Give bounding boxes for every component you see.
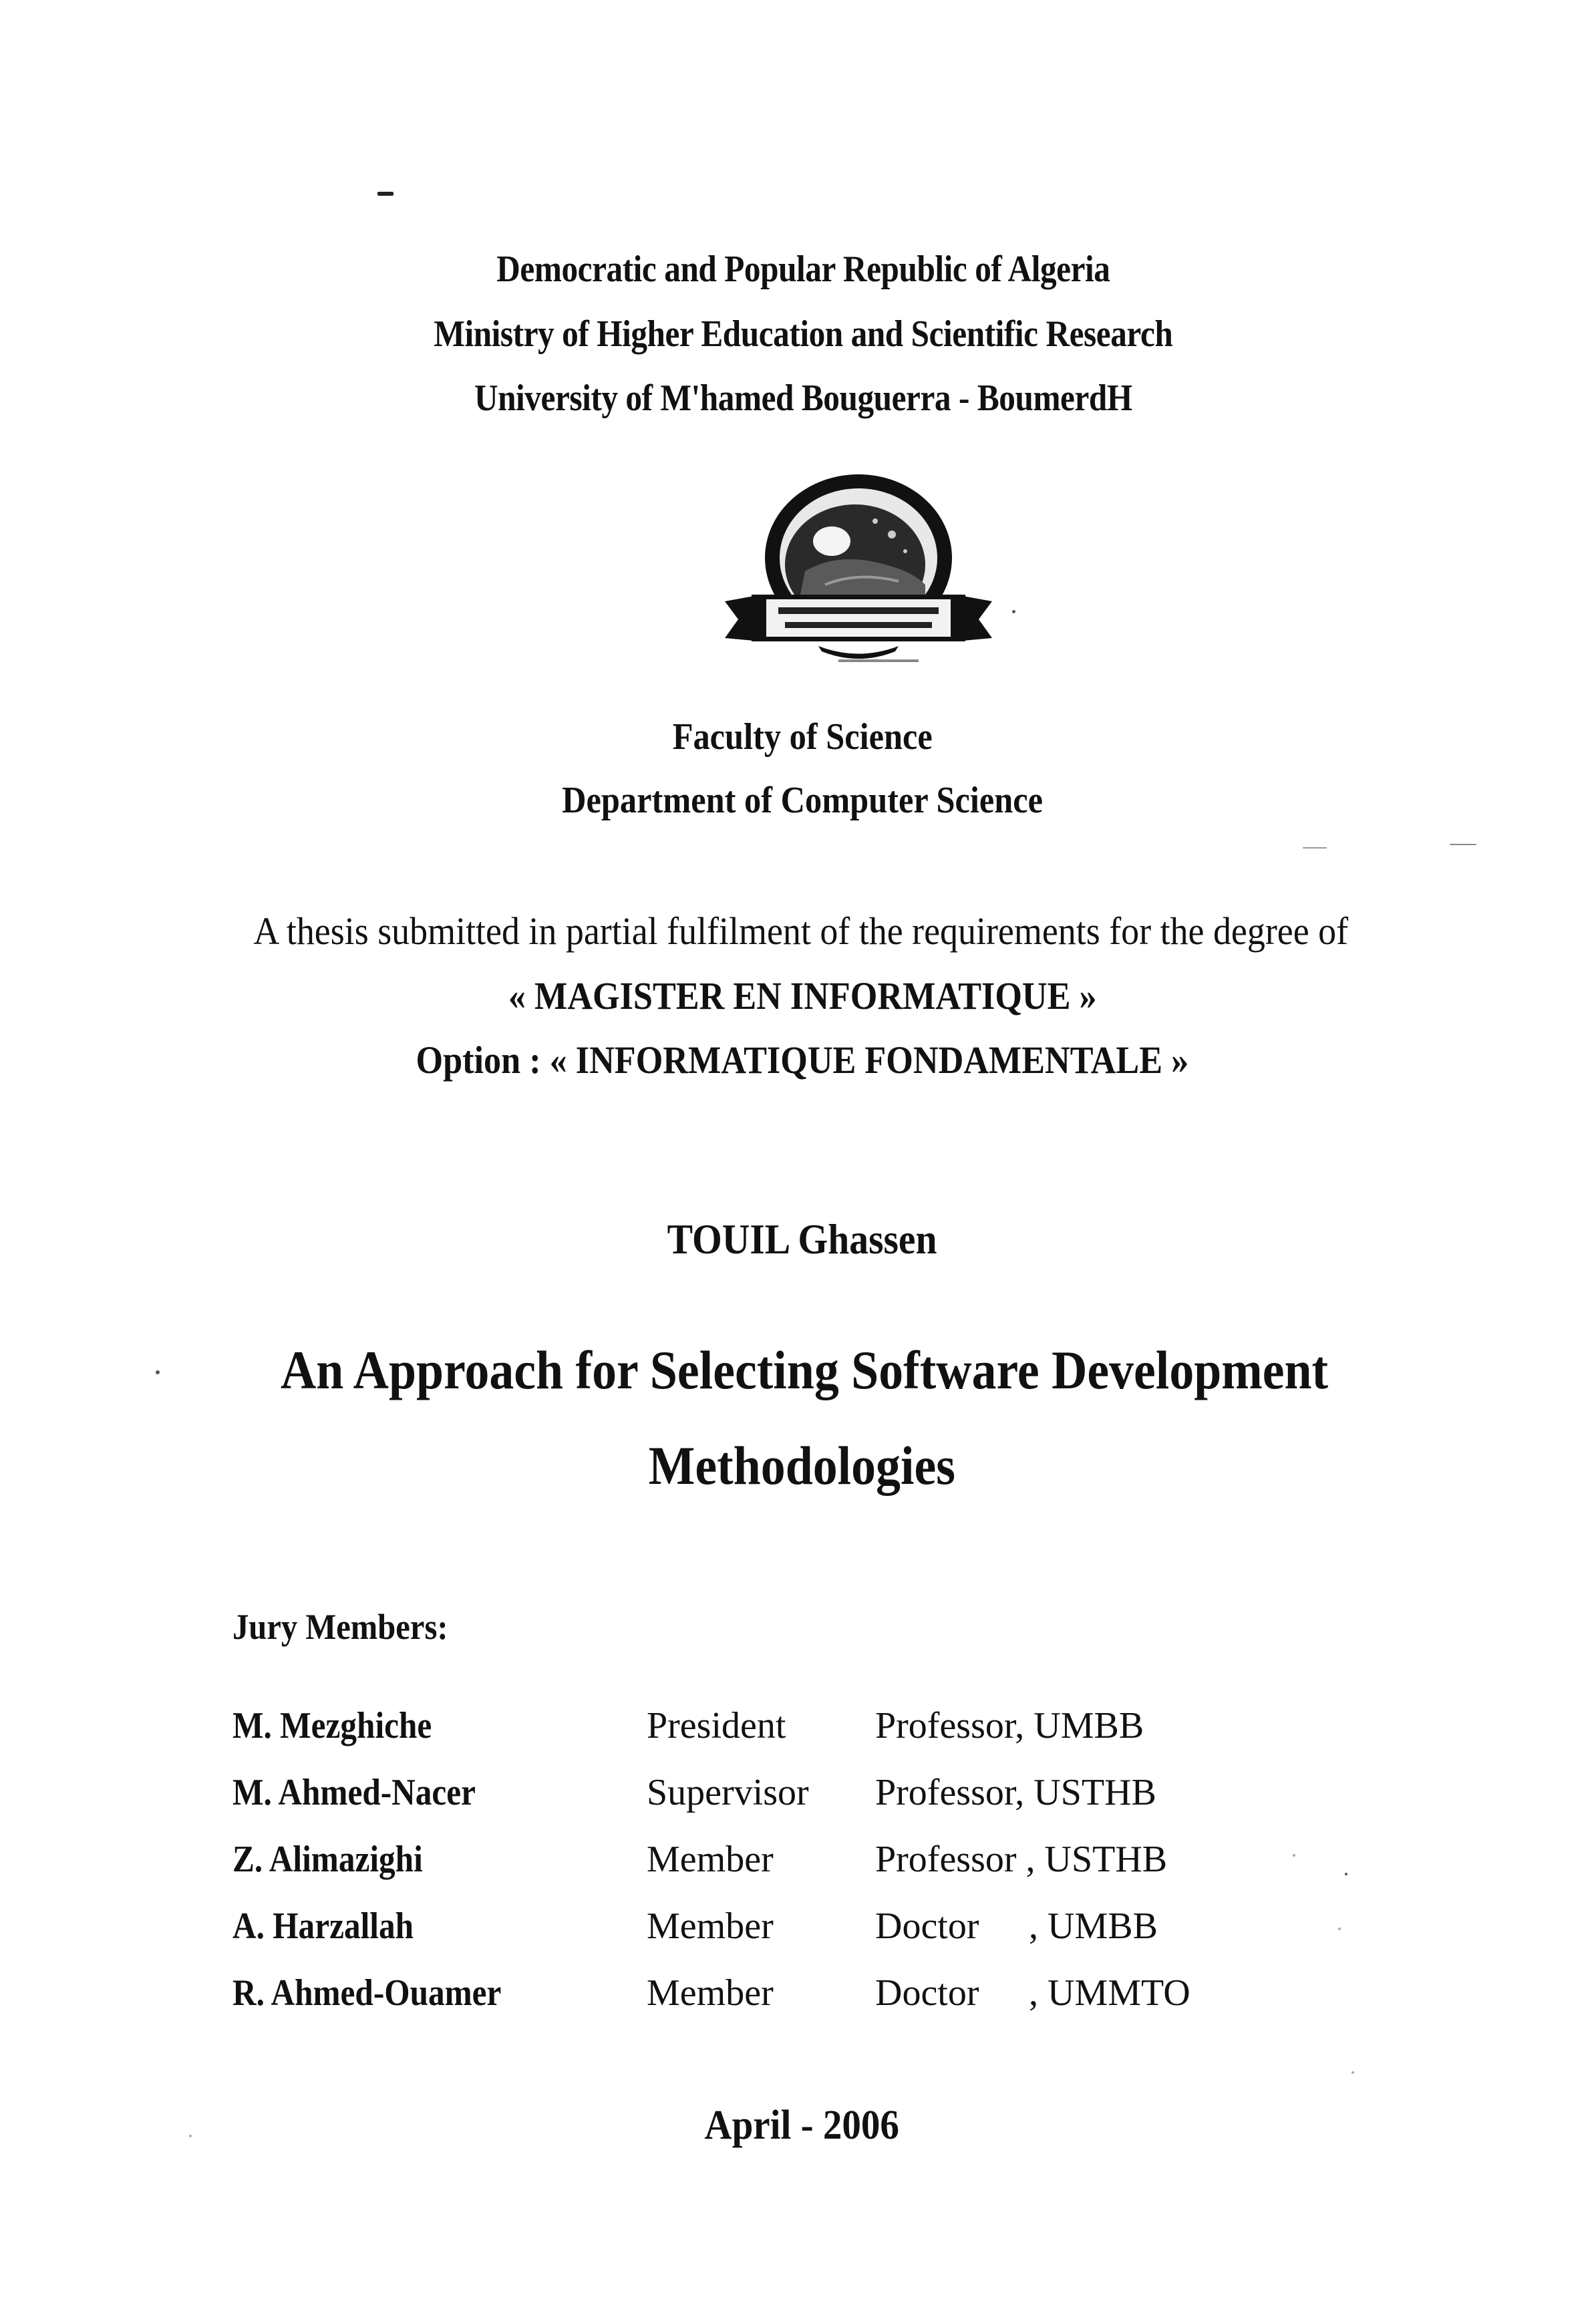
thesis-title-line-2: Methodologies	[648, 1435, 955, 1496]
jury-member-role: Member	[647, 1972, 774, 2014]
thesis-title-line-1: An Approach for Selecting Software Development	[280, 1340, 1329, 1400]
jury-member-role: Supervisor	[647, 1772, 809, 1813]
jury-member-name: A. Harzallah	[232, 1905, 414, 1947]
jury-member-name: M. Mezghiche	[232, 1705, 432, 1746]
jury-member-title: Doctor	[875, 1972, 979, 2014]
university-heading: University of M'hamed Bouguerra - BoumerdH	[474, 377, 1132, 419]
jury-member-affiliation: , UMBB	[1029, 1905, 1158, 1947]
submission-statement: A thesis submitted in partial fulfilment of the requirements for the degree of	[253, 909, 1349, 953]
jury-member-role: Member	[647, 1905, 774, 1947]
jury-member-name: R. Ahmed-Ouamer	[232, 1972, 502, 2014]
jury-row	[232, 1907, 1368, 1974]
jury-member-name: Z. Alimazighi	[232, 1839, 423, 1880]
jury-member-title: Doctor	[875, 1905, 979, 1947]
faculty-heading: Faculty of Science	[672, 716, 933, 758]
jury-heading: Jury Members:	[232, 1607, 448, 1647]
jury-member-title: Professor , USTHB	[875, 1839, 1168, 1880]
country-heading: Democratic and Popular Republic of Algeria	[496, 249, 1110, 290]
submission-date: April - 2006	[704, 2103, 899, 2148]
jury-member-role: President	[647, 1705, 786, 1746]
ministry-heading: Ministry of Higher Education and Scientific Research	[434, 313, 1173, 355]
scan-mark	[377, 192, 393, 196]
author-name: TOUIL Ghassen	[667, 1215, 937, 1263]
jury-row	[232, 1841, 1368, 1907]
degree-option: Option : « INFORMATIQUE FONDAMENTALE »	[416, 1038, 1189, 1082]
jury-member-title: Professor, USTHB	[875, 1772, 1156, 1813]
department-heading: Department of Computer Science	[562, 780, 1043, 821]
jury-row	[232, 1974, 1368, 2041]
scan-speck	[1351, 2071, 1354, 2074]
jury-member-title: Professor, UMBB	[875, 1705, 1144, 1746]
degree-name: « MAGISTER EN INFORMATIQUE »	[508, 974, 1097, 1018]
jury-member-name: M. Ahmed-Nacer	[232, 1772, 476, 1813]
jury-row	[232, 1707, 1368, 1774]
scan-speck	[1303, 847, 1327, 849]
scan-speck	[1450, 844, 1476, 845]
university-seal-logo	[725, 471, 992, 678]
jury-member-affiliation: , UMMTO	[1029, 1972, 1190, 2014]
jury-table	[232, 1707, 1368, 2041]
jury-row	[232, 1774, 1368, 1841]
scan-speck	[1012, 610, 1015, 613]
jury-member-role: Member	[647, 1839, 774, 1880]
